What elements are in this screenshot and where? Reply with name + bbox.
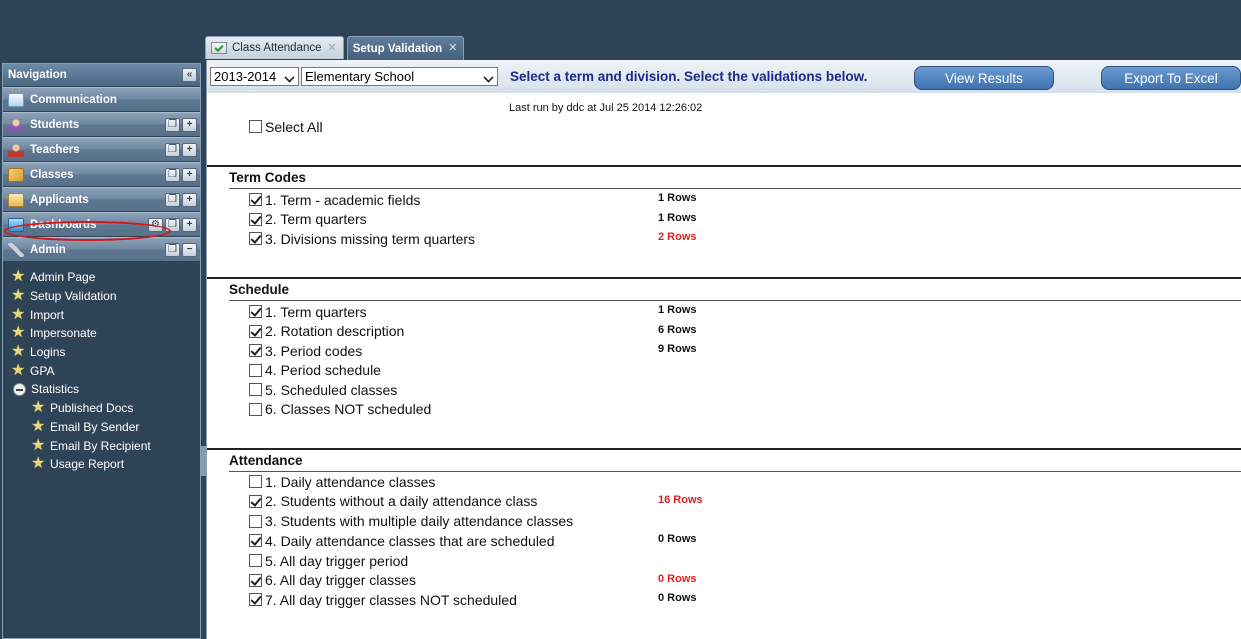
admin-item-statistics[interactable] xyxy=(3,380,200,399)
validation-label: 4. Period schedule xyxy=(265,362,381,379)
admin-tree xyxy=(3,261,200,474)
admin-item-logins[interactable] xyxy=(3,343,200,362)
navigation-sidebar xyxy=(2,63,201,639)
checkbox-checked[interactable] xyxy=(249,325,262,338)
group-title: Term Codes xyxy=(229,170,307,185)
validation-item[interactable] xyxy=(249,531,555,551)
admin-item-setup-validation[interactable] xyxy=(3,287,200,306)
sidebar-section-dashboards[interactable] xyxy=(3,212,200,236)
validation-item[interactable] xyxy=(249,492,537,512)
minus-circle-icon[interactable] xyxy=(13,383,26,396)
checkbox-checked[interactable] xyxy=(249,574,262,587)
admin-item-gpa[interactable] xyxy=(3,361,200,380)
teacher-icon xyxy=(8,143,24,157)
validation-item[interactable] xyxy=(249,571,416,591)
select-all-checkbox[interactable] xyxy=(249,117,323,137)
main-panel xyxy=(206,60,1241,639)
row-count: 1 Rows xyxy=(658,192,697,204)
plus-button[interactable]: + xyxy=(182,118,197,132)
nav-sections xyxy=(3,87,200,261)
validation-label: 1. Term quarters xyxy=(265,303,367,320)
chevron-down-icon[interactable] xyxy=(284,70,296,83)
validation-item[interactable] xyxy=(249,341,362,361)
applicants-icon xyxy=(8,193,24,207)
sidebar-section-label: Applicants xyxy=(30,193,89,206)
attendance-check-icon xyxy=(211,42,227,54)
checkbox[interactable] xyxy=(249,120,262,133)
admin-item-label: Email By Sender xyxy=(50,419,140,434)
validation-label: 7. All day trigger classes NOT scheduled xyxy=(265,591,517,608)
close-icon[interactable]: ✕ xyxy=(327,41,337,54)
window-button[interactable]: ❐ xyxy=(165,118,180,132)
chevron-down-icon[interactable] xyxy=(483,70,495,83)
section-buttons xyxy=(165,193,197,207)
division-select-value: Elementary School xyxy=(305,69,415,84)
admin-item-usage-report[interactable] xyxy=(3,455,200,474)
group-title: Attendance xyxy=(229,453,303,468)
sidebar-section-admin[interactable] xyxy=(3,237,200,261)
sidebar-section-students[interactable] xyxy=(3,112,200,136)
sidebar-section-applicants[interactable] xyxy=(3,187,200,211)
validation-label: 2. Term quarters xyxy=(265,211,367,228)
wrench-icon xyxy=(8,243,24,257)
tab-label: Setup Validation xyxy=(352,42,443,55)
star-icon: ★ xyxy=(11,343,26,361)
window-button[interactable]: ❐ xyxy=(165,218,180,232)
tab-class-attendance[interactable] xyxy=(205,36,344,59)
row-count: 6 Rows xyxy=(658,323,697,336)
section-divider xyxy=(207,277,1241,279)
validation-label: 1. Daily attendance classes xyxy=(265,473,436,490)
window-button[interactable]: ❐ xyxy=(165,143,180,157)
validation-label: 3. Students with multiple daily attendance classes xyxy=(265,513,574,530)
checkbox[interactable] xyxy=(249,364,262,377)
row-count: 1 Rows xyxy=(658,211,697,224)
section-divider xyxy=(207,448,1241,450)
validation-label: 5. Scheduled classes xyxy=(265,381,398,398)
admin-item-label: GPA xyxy=(30,363,55,378)
term-select[interactable] xyxy=(210,67,299,86)
checkbox-checked[interactable] xyxy=(249,213,262,226)
validation-item[interactable] xyxy=(249,590,517,610)
validation-item[interactable] xyxy=(249,551,408,571)
group-title: Schedule xyxy=(229,282,290,297)
admin-item-email-by-sender[interactable] xyxy=(3,418,200,437)
star-icon: ★ xyxy=(31,455,46,473)
select-all-label: Select All xyxy=(265,118,323,135)
minus-button[interactable]: − xyxy=(182,243,197,257)
group-title-underline xyxy=(229,188,1241,189)
checkbox-checked[interactable] xyxy=(249,534,262,547)
checkbox[interactable] xyxy=(249,383,262,396)
admin-item-label: Published Docs xyxy=(50,401,134,416)
checkbox[interactable] xyxy=(249,403,262,416)
admin-item-label: Logins xyxy=(30,345,66,360)
tab-label: Class Attendance xyxy=(232,42,322,54)
sidebar-section-communication[interactable] xyxy=(3,87,200,111)
validation-item[interactable] xyxy=(249,302,367,322)
view-results-button[interactable]: View Results xyxy=(914,66,1054,90)
plus-button[interactable]: + xyxy=(182,143,197,157)
row-count: 2 Rows xyxy=(658,231,697,243)
division-select[interactable] xyxy=(301,67,498,86)
last-run-text: Last run by ddc at Jul 25 2014 12:26:02 xyxy=(509,102,703,114)
validation-item[interactable] xyxy=(249,400,431,420)
validation-label: 6. All day trigger classes xyxy=(265,572,416,589)
checkbox-checked[interactable] xyxy=(249,593,262,606)
section-buttons xyxy=(165,168,197,182)
star-icon: ★ xyxy=(11,361,26,379)
validation-label: 1. Term - academic fields xyxy=(265,191,421,208)
star-icon: ★ xyxy=(11,324,26,342)
checkbox[interactable] xyxy=(249,475,262,488)
collapse-sidebar-button[interactable]: « xyxy=(182,68,197,82)
row-count: 1 Rows xyxy=(658,304,697,316)
sidebar-section-label: Classes xyxy=(30,168,74,181)
sidebar-section-classes[interactable] xyxy=(3,162,200,186)
sidebar-section-label: Dashboards xyxy=(30,218,97,231)
admin-item-label: Import xyxy=(30,307,65,322)
admin-item-label: Email By Recipient xyxy=(50,438,151,453)
checkbox-checked[interactable] xyxy=(249,232,262,245)
section-divider xyxy=(207,165,1241,167)
checkbox-checked[interactable] xyxy=(249,344,262,357)
checkbox-checked[interactable] xyxy=(249,305,262,318)
validation-item[interactable] xyxy=(249,322,404,342)
window-button[interactable]: ❐ xyxy=(165,168,180,182)
section-buttons xyxy=(165,118,197,132)
validation-label: 2. Rotation description xyxy=(265,323,405,340)
sidebar-section-label: Students xyxy=(30,118,80,131)
validation-item[interactable] xyxy=(249,229,475,249)
checkbox-checked[interactable] xyxy=(249,193,262,206)
star-icon: ★ xyxy=(11,287,26,305)
admin-item-label: Setup Validation xyxy=(30,289,117,304)
window-button[interactable]: ❐ xyxy=(165,243,180,257)
row-count: 9 Rows xyxy=(658,343,697,355)
validation-item[interactable] xyxy=(249,361,381,381)
row-count: 16 Rows xyxy=(658,493,703,506)
tab-bar xyxy=(205,36,464,60)
admin-item-label: Statistics xyxy=(31,382,80,397)
plus-button[interactable]: + xyxy=(182,218,197,232)
tab-setup-validation[interactable] xyxy=(347,36,465,60)
group-title-underline xyxy=(229,300,1241,301)
student-icon xyxy=(8,118,24,132)
plus-button[interactable]: + xyxy=(182,193,197,207)
star-icon: ★ xyxy=(31,399,46,417)
validation-label: 5. All day trigger period xyxy=(265,552,409,569)
window-button[interactable]: ❐ xyxy=(165,193,180,207)
star-icon: ★ xyxy=(31,417,46,435)
validation-label: 3. Period codes xyxy=(265,342,363,359)
star-icon: ★ xyxy=(11,305,26,323)
validation-item[interactable] xyxy=(249,210,367,230)
instruction-text: Select a term and division. Select the validations below. xyxy=(510,69,868,84)
toolbar xyxy=(207,60,1241,93)
validation-item[interactable] xyxy=(249,511,573,531)
term-select-value: 2013-2014 xyxy=(214,69,277,84)
gear-button[interactable]: ⚙ xyxy=(148,218,163,232)
admin-item-published-docs[interactable] xyxy=(3,399,200,418)
navigation-title: Navigation xyxy=(8,69,67,81)
row-count: 0 Rows xyxy=(658,572,697,585)
validation-item[interactable] xyxy=(249,472,435,492)
admin-item-email-by-recipient[interactable] xyxy=(3,436,200,455)
checkbox-checked[interactable] xyxy=(249,495,262,508)
checkbox[interactable] xyxy=(249,515,262,528)
sidebar-section-label: Communication xyxy=(30,93,117,106)
sidebar-section-label: Teachers xyxy=(30,143,80,156)
envelope-icon xyxy=(8,93,24,107)
validation-item[interactable] xyxy=(249,380,397,400)
checkbox[interactable] xyxy=(249,554,262,567)
close-icon[interactable]: ✕ xyxy=(448,42,458,54)
section-buttons xyxy=(165,243,197,257)
admin-item-label: Usage Report xyxy=(50,457,125,472)
star-icon: ★ xyxy=(11,268,26,286)
validation-label: 4. Daily attendance classes that are scheduled xyxy=(265,532,555,549)
row-count: 0 Rows xyxy=(658,533,697,546)
export-to-excel-button[interactable]: Export To Excel xyxy=(1101,66,1241,90)
admin-item-import[interactable] xyxy=(3,305,200,324)
sidebar-section-teachers[interactable] xyxy=(3,137,200,161)
admin-item-label: Admin Page xyxy=(30,270,96,285)
star-icon: ★ xyxy=(31,436,46,454)
validation-label: 6. Classes NOT scheduled xyxy=(265,401,432,418)
validation-label: 3. Divisions missing term quarters xyxy=(265,230,476,247)
classes-icon xyxy=(8,168,24,182)
row-count: 0 Rows xyxy=(658,592,697,605)
navigation-header xyxy=(3,64,200,86)
validation-label: 2. Students without a daily attendance class xyxy=(265,493,538,510)
admin-item-admin-page[interactable] xyxy=(3,268,200,287)
plus-button[interactable]: + xyxy=(182,168,197,182)
section-buttons xyxy=(165,143,197,157)
sidebar-section-label: Admin xyxy=(30,243,66,256)
dashboard-icon xyxy=(8,218,24,232)
validation-item[interactable] xyxy=(249,190,420,210)
admin-item-impersonate[interactable] xyxy=(3,324,200,343)
section-buttons xyxy=(148,218,197,232)
admin-item-label: Impersonate xyxy=(30,326,97,341)
